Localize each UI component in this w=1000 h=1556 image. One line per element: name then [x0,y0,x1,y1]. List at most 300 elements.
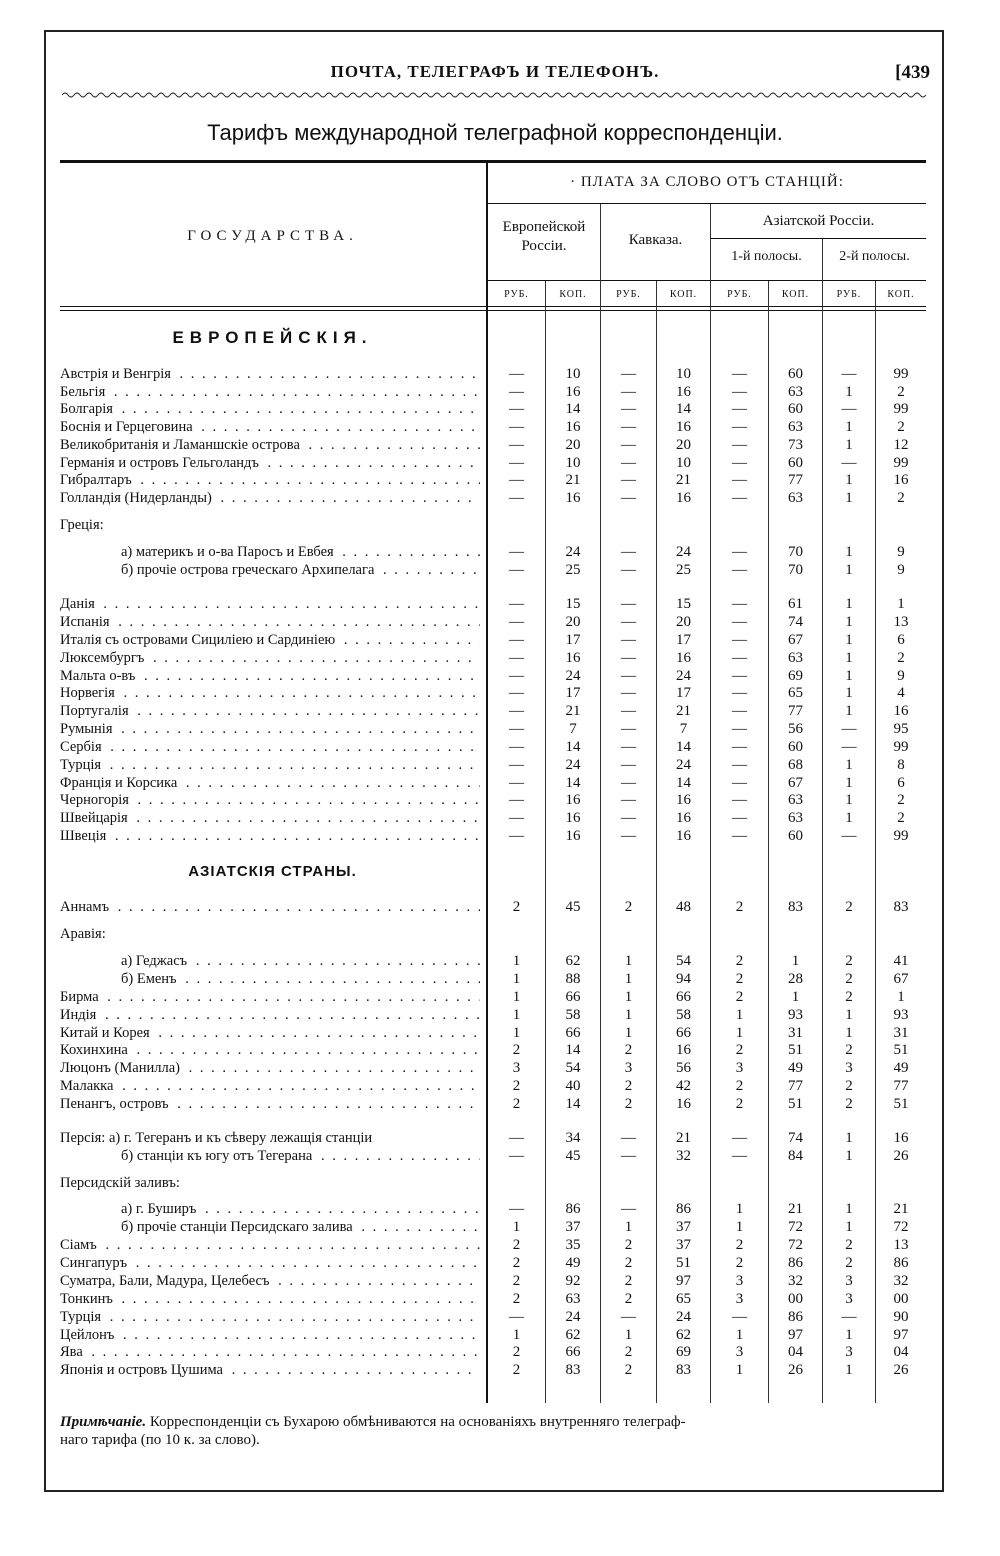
state-name-text: Тонкинъ [60,1291,116,1307]
kop-cell: 7 [569,721,577,737]
header-asian-russia: Азіатской Россіи. [762,213,875,229]
row-state-name [60,1236,480,1254]
rub-cell: — [621,366,636,382]
rub-cell: — [509,828,524,844]
kop-cell: 66 [565,989,581,1005]
table-row [0,1174,1000,1192]
state-name-text: Пенангъ, островъ [60,1096,172,1112]
header-european-russia-2: Россіи. [521,238,567,254]
table-row [0,561,1000,579]
rub-cell: — [732,721,747,737]
rub-cell: 2 [512,1237,521,1253]
table-row [0,649,1000,667]
table-row [0,1308,1000,1326]
kop-cell: 16 [565,828,581,844]
kop-cell: 32 [676,1148,691,1164]
row-state-name [60,1077,480,1095]
rub-cell: 3 [735,1291,744,1307]
header-caucasus: Кавказа. [628,232,683,248]
kop-cell: 9 [897,544,905,560]
kop-cell: 66 [565,1025,581,1041]
rub-cell: 1 [512,1219,521,1235]
rub-cell: — [621,384,636,400]
running-head [60,62,930,86]
state-name-text: Португалія [60,703,132,719]
rub-cell: — [621,703,636,719]
kop-cell: 24 [676,544,691,560]
rub-cell: 1 [845,544,853,560]
state-name-text: Аннамъ [60,899,112,915]
state-name-text: Франція и Корсика [60,775,180,791]
rub-cell: 1 [845,1201,853,1217]
row-state-name [60,400,480,418]
rub-cell: 1 [624,971,633,987]
state-name-text: б) Еменъ [121,971,180,987]
rub-cell: — [841,366,857,382]
rub-cell: 2 [512,1291,521,1307]
kop-cell: 99 [893,366,909,382]
table-row [0,1290,1000,1308]
row-state-name [60,1095,480,1113]
rub-cell: 1 [845,792,853,808]
footnote-line-1: Корреспонденціи съ Бухарою обмѣниваются на основаніяхъ внутренняго телеграф- [149,1414,686,1430]
kop-cell: 83 [676,1362,691,1378]
kop-cell: 16 [676,1096,691,1112]
kop-cell: 15 [676,596,691,612]
header-zone-1: 1-й полосы. [731,249,802,264]
rub-cell: — [732,1148,747,1164]
row-state-name [60,489,480,507]
table-row [0,1272,1000,1290]
table-row [0,791,1000,809]
rub-cell: — [732,810,747,826]
kop-cell: 49 [565,1255,581,1271]
rub-cell: 3 [845,1060,853,1076]
row-state-name [60,1041,480,1059]
rub-cell: — [732,703,747,719]
row-state-name [60,631,480,649]
kop-cell: 97 [676,1273,691,1289]
rub-cell: — [509,455,524,471]
rub-cell: — [621,739,636,755]
kop-cell: 20 [676,437,691,453]
rub-cell: — [732,632,747,648]
row-state-name [60,1272,480,1290]
rub-cell: — [621,810,636,826]
table-row [0,809,1000,827]
rub-cell: — [509,419,524,435]
kop-cell: 56 [788,721,803,737]
running-title: ПОЧТА, ТЕЛЕГРАФЪ И ТЕЛЕФОНЪ. [330,62,660,81]
kop-cell: 62 [676,1327,691,1343]
kop-cell: 1 [791,989,800,1005]
kop-cell: 17 [676,685,691,701]
rub-cell: — [509,472,524,488]
kop-cell: 21 [676,472,691,488]
kop-cell: 67 [788,775,803,791]
rub-cell: — [509,650,524,666]
kop-cell: 1 [897,596,905,612]
kop-cell: 24 [565,668,581,684]
kop-cell: 16 [676,1042,691,1058]
kop-cell: 86 [893,1255,909,1271]
kop-cell: 14 [676,401,691,417]
kop-cell: 2 [897,490,905,506]
kop-cell: 45 [565,899,581,915]
header-rub: РУБ. [504,289,529,300]
rub-cell: 3 [735,1273,744,1289]
kop-cell: 70 [788,562,803,578]
header-kop: КОП. [781,289,810,300]
rub-cell: — [509,401,524,417]
kop-cell: 16 [893,703,909,719]
row-state-name [121,543,480,561]
state-name-text: Люксембургъ [60,650,147,666]
rub-cell: 1 [845,472,853,488]
state-name-text: Великобританія и Ламаншскіе острова [60,437,303,453]
rub-cell: — [732,437,747,453]
rub-cell: 2 [624,899,633,915]
row-state-name [60,1129,480,1147]
row-state-name [60,702,480,720]
kop-cell: 2 [897,792,905,808]
kop-cell: 16 [565,490,581,506]
page-number: [439 [895,62,930,83]
row-state-name [60,827,480,845]
rub-cell: — [621,632,636,648]
kop-cell: 72 [788,1219,803,1235]
kop-cell: 17 [565,685,581,701]
kop-cell: 25 [565,562,581,578]
state-name-text: Малакка [60,1078,116,1094]
rub-cell: 1 [845,490,853,506]
kop-cell: 51 [676,1255,691,1271]
row-state-name [60,1254,480,1272]
rub-cell: — [841,455,857,471]
rub-cell: — [841,721,857,737]
table-row [0,1095,1000,1113]
rub-cell: 2 [845,953,853,969]
kop-cell: 13 [893,614,909,630]
table-row [0,400,1000,418]
rub-cell: 1 [845,1025,853,1041]
row-state-name [60,649,480,667]
rub-cell: 1 [735,1201,744,1217]
table-row [0,1236,1000,1254]
kop-cell: 86 [676,1201,691,1217]
rub-cell: 2 [735,1237,744,1253]
rub-cell: — [509,384,524,400]
table-row [0,1343,1000,1361]
kop-cell: 86 [565,1201,581,1217]
rub-cell: — [621,401,636,417]
kop-cell: 32 [788,1273,803,1289]
rub-cell: 1 [845,1007,853,1023]
state-name-text: Голландія (Нидерланды) [60,490,215,506]
rub-cell: — [732,792,747,808]
rub-cell: — [732,562,747,578]
kop-cell: 28 [788,971,803,987]
table-row [0,471,1000,489]
kop-cell: 48 [676,899,691,915]
kop-cell: 97 [893,1327,909,1343]
kop-cell: 63 [565,1291,581,1307]
kop-cell: 99 [893,739,909,755]
kop-cell: 16 [676,419,691,435]
kop-cell: 63 [788,650,803,666]
rub-cell: 2 [624,1237,633,1253]
rub-cell: 1 [845,668,853,684]
header-states: ГОСУДАРСТВА. [187,228,358,244]
row-state-name [121,561,480,579]
header-rule [487,203,926,204]
kop-cell: 16 [676,650,691,666]
kop-cell: 16 [893,472,909,488]
kop-cell: 63 [788,810,803,826]
kop-cell: 16 [676,490,691,506]
kop-cell: 77 [893,1078,909,1094]
kop-cell: 51 [893,1042,909,1058]
row-state-name [60,809,480,827]
row-state-name [121,952,480,970]
kop-cell: 20 [565,614,581,630]
rub-cell: 1 [512,953,521,969]
rub-cell: — [509,596,524,612]
state-name-text: Австрія и Венгрія [60,366,174,382]
kop-cell: 77 [788,703,803,719]
state-name-text: Персидскій заливъ: [60,1175,183,1191]
row-state-name [60,1343,480,1361]
rub-cell: 2 [624,1291,633,1307]
rub-cell: — [621,544,636,560]
rub-cell: 2 [624,1344,633,1360]
rub-cell: — [621,562,636,578]
row-state-name [121,1147,480,1165]
kop-cell: 67 [893,971,909,987]
row-state-name [60,454,480,472]
rub-cell: 1 [845,437,853,453]
kop-cell: 60 [788,828,803,844]
kop-cell: 72 [893,1219,909,1235]
rub-cell: 1 [735,1327,744,1343]
document-title: Тарифъ международной телеграфной корреспонденціи. [207,120,783,145]
table-row [0,595,1000,613]
row-state-name [60,436,480,454]
kop-cell: 60 [788,739,803,755]
kop-cell: 24 [565,757,581,773]
row-state-name [60,791,480,809]
kop-cell: 99 [893,401,909,417]
rub-cell: 1 [845,632,853,648]
rub-cell: 3 [735,1060,744,1076]
kop-cell: 24 [676,668,691,684]
rub-cell: — [732,1130,747,1146]
rub-cell: — [732,544,747,560]
kop-cell: 21 [788,1201,803,1217]
kop-cell: 99 [893,455,909,471]
rub-cell: 1 [512,971,521,987]
rub-cell: 1 [845,596,853,612]
kop-cell: 51 [788,1096,803,1112]
kop-cell: 58 [676,1007,691,1023]
rub-cell: — [509,792,524,808]
rub-cell: 2 [845,1096,853,1112]
kop-cell: 62 [565,953,581,969]
kop-cell: 66 [676,1025,691,1041]
state-name-text: а) Геджасъ [121,953,190,969]
rub-cell: 2 [735,1042,744,1058]
kop-cell: 74 [788,614,803,630]
rub-cell: 2 [845,971,853,987]
table-row [0,631,1000,649]
rub-cell: 2 [735,971,744,987]
state-name-text: Кохинхина [60,1042,131,1058]
kop-cell: 70 [788,544,803,560]
kop-cell: 77 [788,1078,803,1094]
rub-cell: — [621,668,636,684]
state-name-text: Германія и островъ Гельголандъ [60,455,262,471]
header-rub: РУБ. [836,289,862,300]
kop-cell: 86 [788,1255,803,1271]
rub-cell: 2 [512,1096,521,1112]
kop-cell: 1 [897,989,905,1005]
state-name-text: Сербія [60,739,105,755]
kop-cell: 6 [897,632,905,648]
kop-cell: 56 [676,1060,691,1076]
rub-cell: 2 [735,953,744,969]
kop-cell: 60 [788,401,803,417]
kop-cell: 4 [897,685,905,701]
kop-cell: 34 [565,1130,581,1146]
rub-cell: — [621,1309,636,1325]
table-row [0,383,1000,401]
section-heading-asia: АЗІАТСКІЯ СТРАНЫ. [188,863,357,880]
kop-cell: 86 [788,1309,803,1325]
header-rub: РУБ. [616,289,641,300]
kop-cell: 31 [893,1025,909,1041]
kop-cell: 1 [791,953,800,969]
kop-cell: 16 [676,828,691,844]
kop-cell: 04 [788,1344,803,1360]
table-row [0,756,1000,774]
table-row [0,988,1000,1006]
state-name-text: Черногорія [60,792,132,808]
state-name-text: Румынія [60,721,116,737]
kop-cell: 16 [676,810,691,826]
rub-cell: 3 [845,1273,853,1289]
rub-cell: 1 [624,989,633,1005]
kop-cell: 26 [893,1362,909,1378]
rub-cell: — [509,632,524,648]
kop-cell: 00 [893,1291,909,1307]
rub-cell: — [509,739,524,755]
state-name-text: б) прочіе станціи Персидскаго залива [121,1219,356,1235]
rub-cell: 1 [624,1007,633,1023]
state-name-text: а) материкъ и о-ва Паросъ и Евбея [121,544,337,560]
kop-cell: 21 [676,703,691,719]
rub-cell: — [621,614,636,630]
table-row [0,543,1000,561]
rub-cell: — [509,437,524,453]
rub-cell: 1 [512,989,521,1005]
row-state-name [60,383,480,401]
state-name-text: Китай и Корея [60,1025,153,1041]
kop-cell: 24 [565,544,581,560]
kop-cell: 90 [893,1309,909,1325]
row-state-name [121,970,480,988]
rub-cell: — [621,757,636,773]
kop-cell: 16 [565,650,581,666]
state-name-text: Люцонъ (Манилла) [60,1060,183,1076]
kop-cell: 21 [893,1201,909,1217]
rub-cell: — [732,455,747,471]
state-name-text: б) прочіе острова греческаго Архипелага [121,562,377,578]
rub-cell: — [509,685,524,701]
kop-cell: 37 [676,1237,691,1253]
state-name-text: Данія [60,596,98,612]
row-state-name [60,988,480,1006]
kop-cell: 00 [788,1291,803,1307]
kop-cell: 63 [788,490,803,506]
rub-cell: 1 [624,1219,633,1235]
rub-cell: 1 [845,1148,853,1164]
rub-cell: — [621,1130,636,1146]
rub-cell: — [509,366,524,382]
state-name-text: Суматра, Бали, Мадура, Целебесъ [60,1273,272,1289]
row-state-name [60,1290,480,1308]
state-name-text: Сіамъ [60,1237,100,1253]
rub-cell: 1 [845,614,853,630]
state-name-text: Гибралтаръ [60,472,135,488]
rub-cell: — [621,596,636,612]
row-state-name [60,418,480,436]
rub-cell: — [509,721,524,737]
rub-cell: — [732,668,747,684]
kop-cell: 17 [676,632,691,648]
table-row [0,1326,1000,1344]
kop-cell: 16 [676,384,691,400]
header-zone-2: 2-й полосы. [839,249,910,264]
kop-cell: 60 [788,455,803,471]
state-name-text: Швейцарія [60,810,131,826]
state-name-text: Бирма [60,989,102,1005]
footnote [60,1413,930,1449]
rub-cell: — [732,419,747,435]
rub-cell: 1 [845,1130,853,1146]
row-state-name [60,471,480,489]
rub-cell: 2 [735,989,744,1005]
rub-cell: 2 [624,1042,633,1058]
rub-cell: — [732,685,747,701]
kop-cell: 67 [788,632,803,648]
rub-cell: — [509,614,524,630]
table-row [0,1059,1000,1077]
state-name-text: Испанія [60,614,113,630]
rub-cell: 2 [624,1096,633,1112]
rub-cell: — [621,472,636,488]
kop-cell: 21 [676,1130,691,1146]
section-heading-europe: ЕВРОПЕЙСКІЯ. [172,328,373,347]
rub-cell: 1 [512,1025,521,1041]
header-kop: КОП. [559,289,587,300]
row-state-name [60,365,480,383]
title-rule [60,160,926,163]
rub-cell: — [732,614,747,630]
state-name-text: Норвегія [60,685,118,701]
rub-cell: — [621,792,636,808]
rub-cell: 2 [512,1362,521,1378]
rub-cell: — [509,1309,524,1325]
